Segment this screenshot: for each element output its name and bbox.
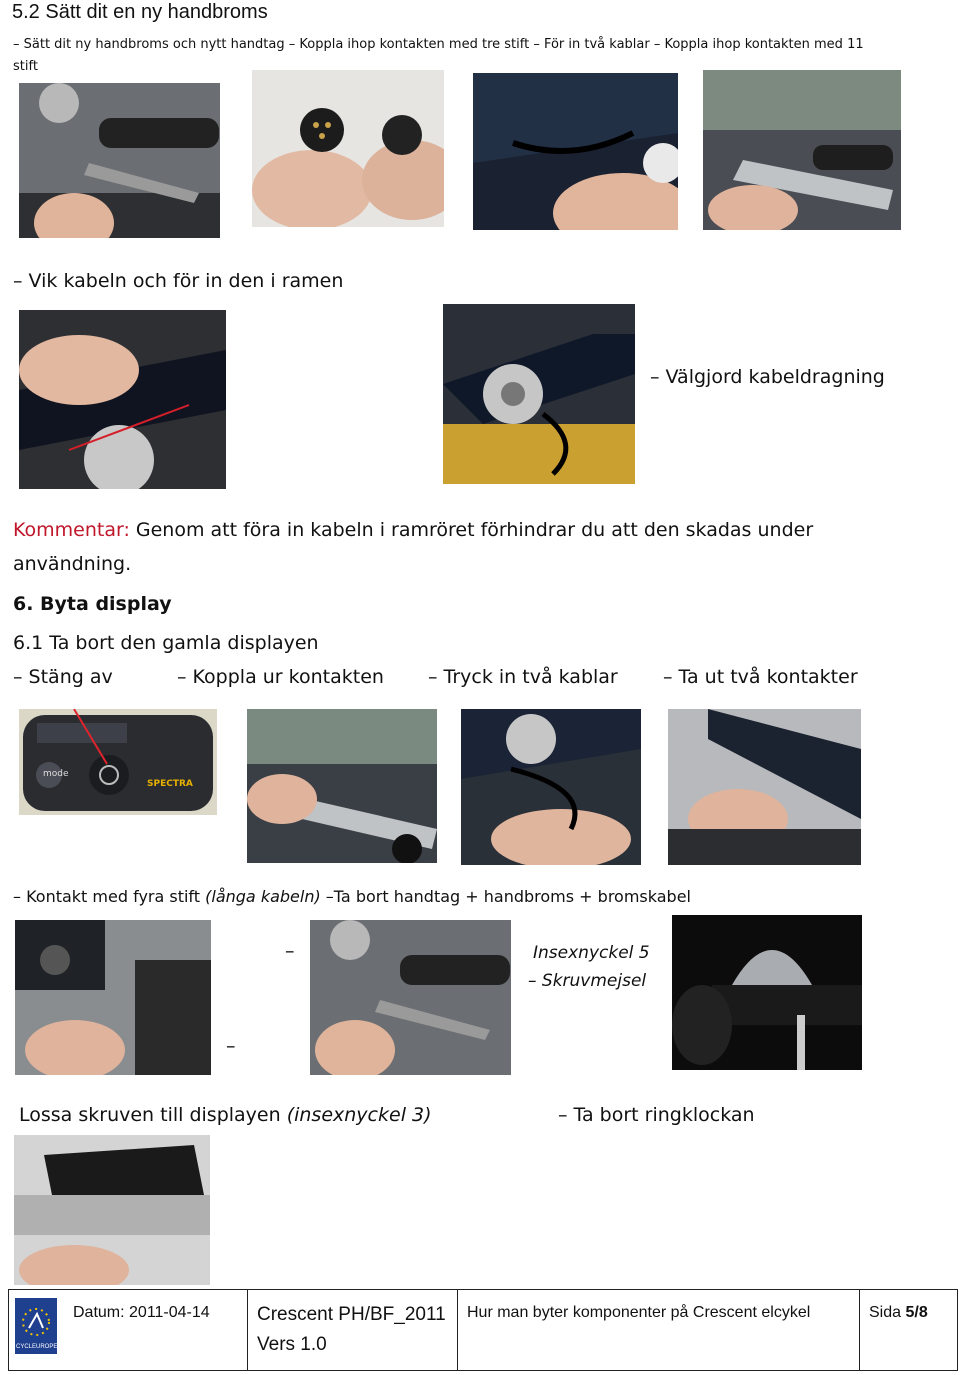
step-fold-cable: – Vik kabeln och för in den i ramen — [13, 270, 344, 292]
step-line-2: stift — [13, 59, 38, 74]
step-loosen-text: Lossa skruven till displayen — [19, 1104, 287, 1126]
step-remove-bell: – Ta bort ringklockan — [558, 1104, 755, 1126]
photo-bell — [672, 915, 862, 1070]
footer-title: Hur man byter komponenter på Crescent elcykel — [467, 1304, 811, 1321]
display-mode-label: mode — [43, 769, 69, 779]
photo-remove-contacts — [668, 709, 861, 865]
footer-page-number: 5/8 — [905, 1304, 928, 1321]
photo-cable-routing — [443, 304, 635, 484]
section-title: 5.2 Sätt dit en ny handbroms — [12, 1, 268, 23]
footer-title-cell — [457, 1290, 859, 1370]
step-push-cables: – Tryck in två kablar — [428, 666, 618, 688]
cycleurope-logo — [15, 1298, 57, 1354]
photo-connector-3pin — [252, 70, 444, 227]
tool-hex-key: Insexnyckel 5 — [533, 943, 650, 963]
step-line-1: – Sätt dit ny handbroms och nytt handtag – Koppla ihop kontakten med tre stift – För in två kablar – Koppla ihop kontakten med 11 — [13, 37, 864, 52]
step-loosen-italic: (insexnyckel 3) — [286, 1104, 432, 1126]
footer-page — [869, 1304, 928, 1322]
comment-line-1 — [13, 519, 813, 541]
footer-page-prefix: Sida — [869, 1304, 906, 1321]
tool-screwdriver: – Skruvmejsel — [528, 971, 647, 991]
step-four-pin — [13, 887, 691, 906]
footer-date-cell — [61, 1290, 247, 1370]
step-turn-off: – Stäng av — [13, 666, 113, 688]
photo-display-unit — [19, 709, 217, 815]
photo-brake-lever — [703, 70, 901, 230]
dash-a: – — [285, 940, 295, 962]
comment-line-2: användning. — [13, 553, 132, 575]
photo-push-cables — [461, 709, 641, 865]
step-loosen-display — [19, 1104, 432, 1126]
footer-docid-cell — [247, 1290, 457, 1370]
step-remove-contacts: – Ta ut två kontakter — [663, 666, 858, 688]
display-brand-label: SPECTRA — [147, 779, 193, 789]
photo-remove-grip — [310, 920, 511, 1075]
footer-doc-id: Crescent PH/BF_2011 — [257, 1304, 446, 1325]
photo-four-pin-connector — [15, 920, 211, 1075]
footer-page-cell — [859, 1290, 957, 1370]
step-four-pin-italic: (långa kabeln) — [205, 887, 321, 906]
photo-display-screw — [14, 1135, 210, 1285]
heading-remove-display: 6.1 Ta bort den gamla displayen — [13, 632, 319, 654]
footer-version: Vers 1.0 — [257, 1334, 327, 1355]
step-cable-routing: – Välgjord kabeldragning — [650, 366, 885, 388]
photo-unplug-connector — [247, 709, 437, 863]
step-four-pin-suffix: –Ta bort handtag + handbroms + bromskabel — [320, 887, 691, 906]
comment-text: Genom att föra in kabeln i ramröret förhindrar du att den skadas under — [129, 519, 814, 541]
page-footer — [8, 1289, 958, 1371]
photo-frame-cables — [473, 73, 678, 230]
heading-byta-display: 6. Byta display — [13, 593, 172, 615]
logo-text: CYCLEUROPE — [16, 1344, 58, 1350]
step-unplug: – Koppla ur kontakten — [177, 666, 384, 688]
comment-label: Kommentar: — [13, 519, 130, 541]
footer-date: Datum: 2011-04-14 — [73, 1304, 210, 1321]
photo-fold-cable — [19, 310, 226, 489]
dash-b: – — [226, 1035, 236, 1057]
step-four-pin-text: – Kontakt med fyra stift — [13, 887, 206, 906]
photo-handlebar-grip — [19, 83, 220, 238]
